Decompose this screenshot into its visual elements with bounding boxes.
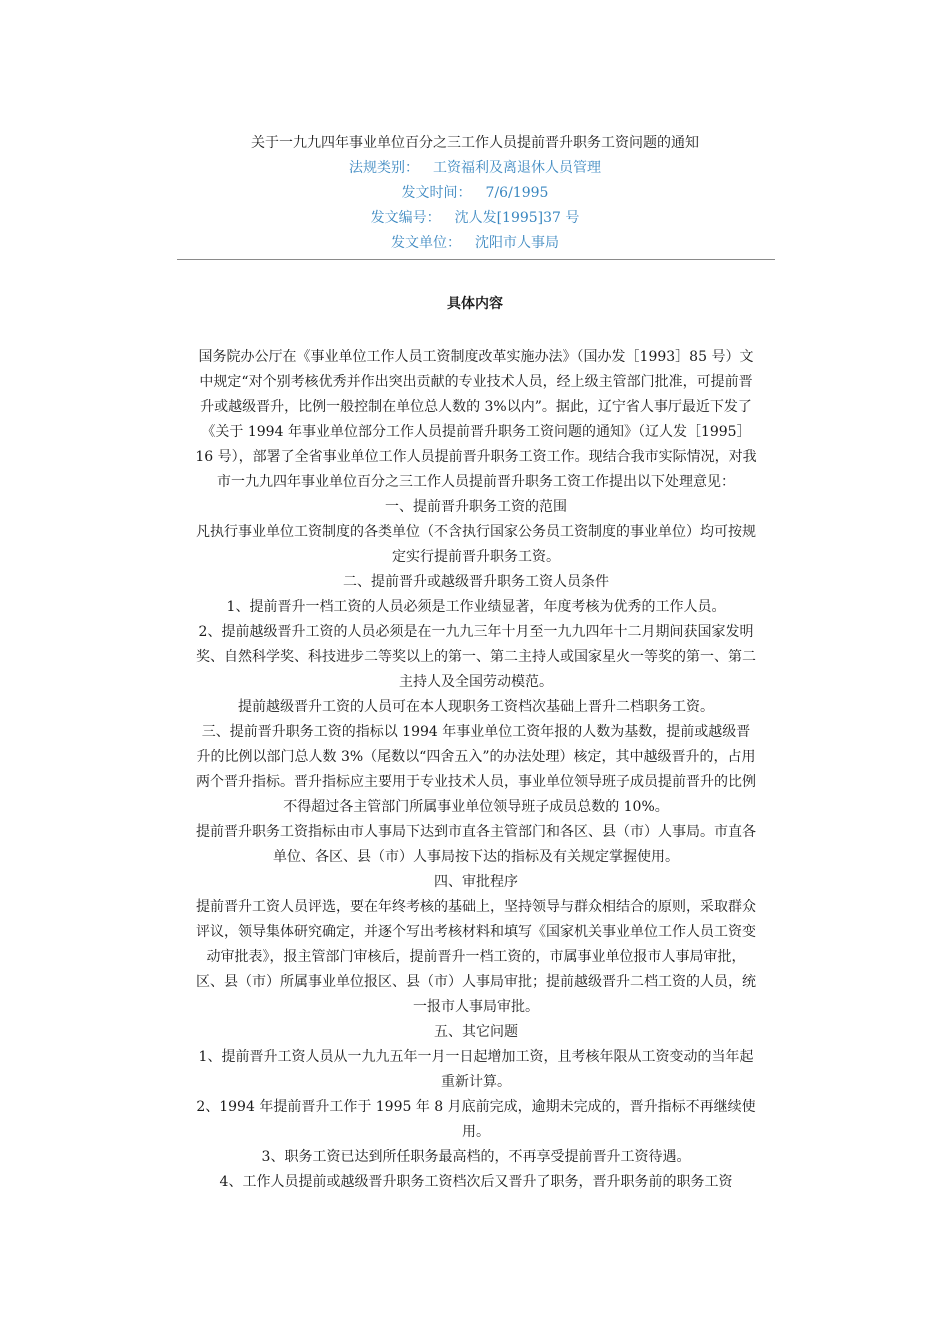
meta-date-value: 7/6/1995	[485, 185, 549, 201]
meta-issuer	[0, 231, 950, 256]
section-5-item-4: 4、工作人员提前或越级晋升职务工资档次后又晋升了职务，晋升职务前的职务工资	[219, 1174, 733, 1190]
section-1-paragraph: 凡执行事业单位工资制度的各类单位（不含执行国家公务员工资制度的事业单位）均可按规定实行提前晋升职务工资。	[196, 524, 756, 565]
meta-issuer-value: 沈阳市人事局	[475, 235, 559, 251]
section-5-heading: 五、其它问题	[434, 1024, 518, 1040]
section-4-paragraph: 提前晋升工资人员评选，要在年终考核的基础上，坚持领导与群众相结合的原则，采取群众评议，领导集体研究确定，并逐个写出考核材料和填写《国家机关事业单位工作人员工资变动审批表》，报主管部门审核后，提前晋升一档工资的，市属事业单位报市人事局审批，区、县（市）所属事业单位报区、县（市）人事局审批；提前越级晋升二档工资的人员，统一报市人事局审批。	[196, 899, 756, 1015]
document-title: 关于一九九四年事业单位百分之三工作人员提前晋升职务工资问题的通知	[251, 135, 699, 151]
section-heading: 具体内容	[447, 296, 503, 312]
meta-issuer-label: 发文单位：	[391, 235, 461, 251]
section-2-heading: 二、提前晋升或越级晋升职务工资人员条件	[343, 574, 609, 590]
section-3-paragraph: 三、提前晋升职务工资的指标以 1994 年事业单位工资年报的人数为基数，提前或越级晋升的比例以部门总人数 3%（尾数以“四舍五入”的办法处理）核定，其中越级晋升的，占用两个晋升指标。晋升指标应主要用于专业技术人员，事业单位领导班子成员提前晋升的比例不得超过各主管部门所属事业单位领导班子成员总数的 10%。	[196, 724, 756, 815]
document-body	[195, 345, 757, 1195]
meta-category-label: 法规类别：	[349, 160, 419, 176]
section-5-item-1: 1、提前晋升工资人员从一九九五年一月一日起增加工资，且考核年限从工资变动的当年起重新计算。	[198, 1049, 754, 1090]
section-5-item-2: 2、1994 年提前晋升工作于 1995 年 8 月底前完成，逾期未完成的，晋升指标不再继续使用。	[196, 1099, 756, 1140]
meta-date-label: 发文时间：	[401, 185, 472, 201]
section-1-heading: 一、提前晋升职务工资的范围	[385, 499, 567, 515]
meta-category-value: 工资福利及离退休人员管理	[433, 160, 601, 176]
meta-category	[0, 156, 950, 181]
section-4-heading: 四、审批程序	[434, 874, 518, 890]
section-2-item-2: 2、提前越级晋升工资的人员必须是在一九九三年十月至一九九四年十二月期间获国家发明奖、自然科学奖、科技进步二等奖以上的第一、第二主持人或国家星火一等奖的第一、第二主持人及全国劳动模范。	[196, 624, 756, 690]
header-divider	[177, 259, 775, 260]
meta-number-value: 沈人发[1995]37 号	[454, 210, 580, 226]
meta-date	[0, 181, 950, 206]
document-header	[0, 130, 950, 256]
section-2-item-1: 1、提前晋升一档工资的人员必须是工作业绩显著，年度考核为优秀的工作人员。	[226, 599, 726, 615]
section-2-note: 提前越级晋升工资的人员可在本人现职务工资档次基础上晋升二档职务工资。	[238, 699, 714, 715]
section-3-paragraph-2: 提前晋升职务工资指标由市人事局下达到市直各主管部门和各区、县（市）人事局。市直各单位、各区、县（市）人事局按下达的指标及有关规定掌握使用。	[196, 824, 756, 865]
meta-number-label: 发文编号：	[370, 210, 441, 226]
section-5-item-3: 3、职务工资已达到所任职务最高档的，不再享受提前晋升工资待遇。	[261, 1149, 691, 1165]
meta-number	[0, 206, 950, 231]
intro-paragraph: 国务院办公厅在《事业单位工作人员工资制度改革实施办法》（国办发［1993］85 号）文中规定“对个别考核优秀并作出突出贡献的专业技术人员，经上级主管部门批准，可提前晋升或越级晋升，比例一般控制在单位总人数的 3%以内”。据此，辽宁省人事厅最近下发了《关于 1994 年事业单位部分工作人员提前晋升职务工资问题的通知》（辽人发［1995］16 号），部署了全省事业单位工作人员提前晋升职务工资工作。现结合我市实际情况，对我市一九九四年事业单位百分之三工作人员提前晋升职务工资工作提出以下处理意见：	[195, 349, 757, 490]
